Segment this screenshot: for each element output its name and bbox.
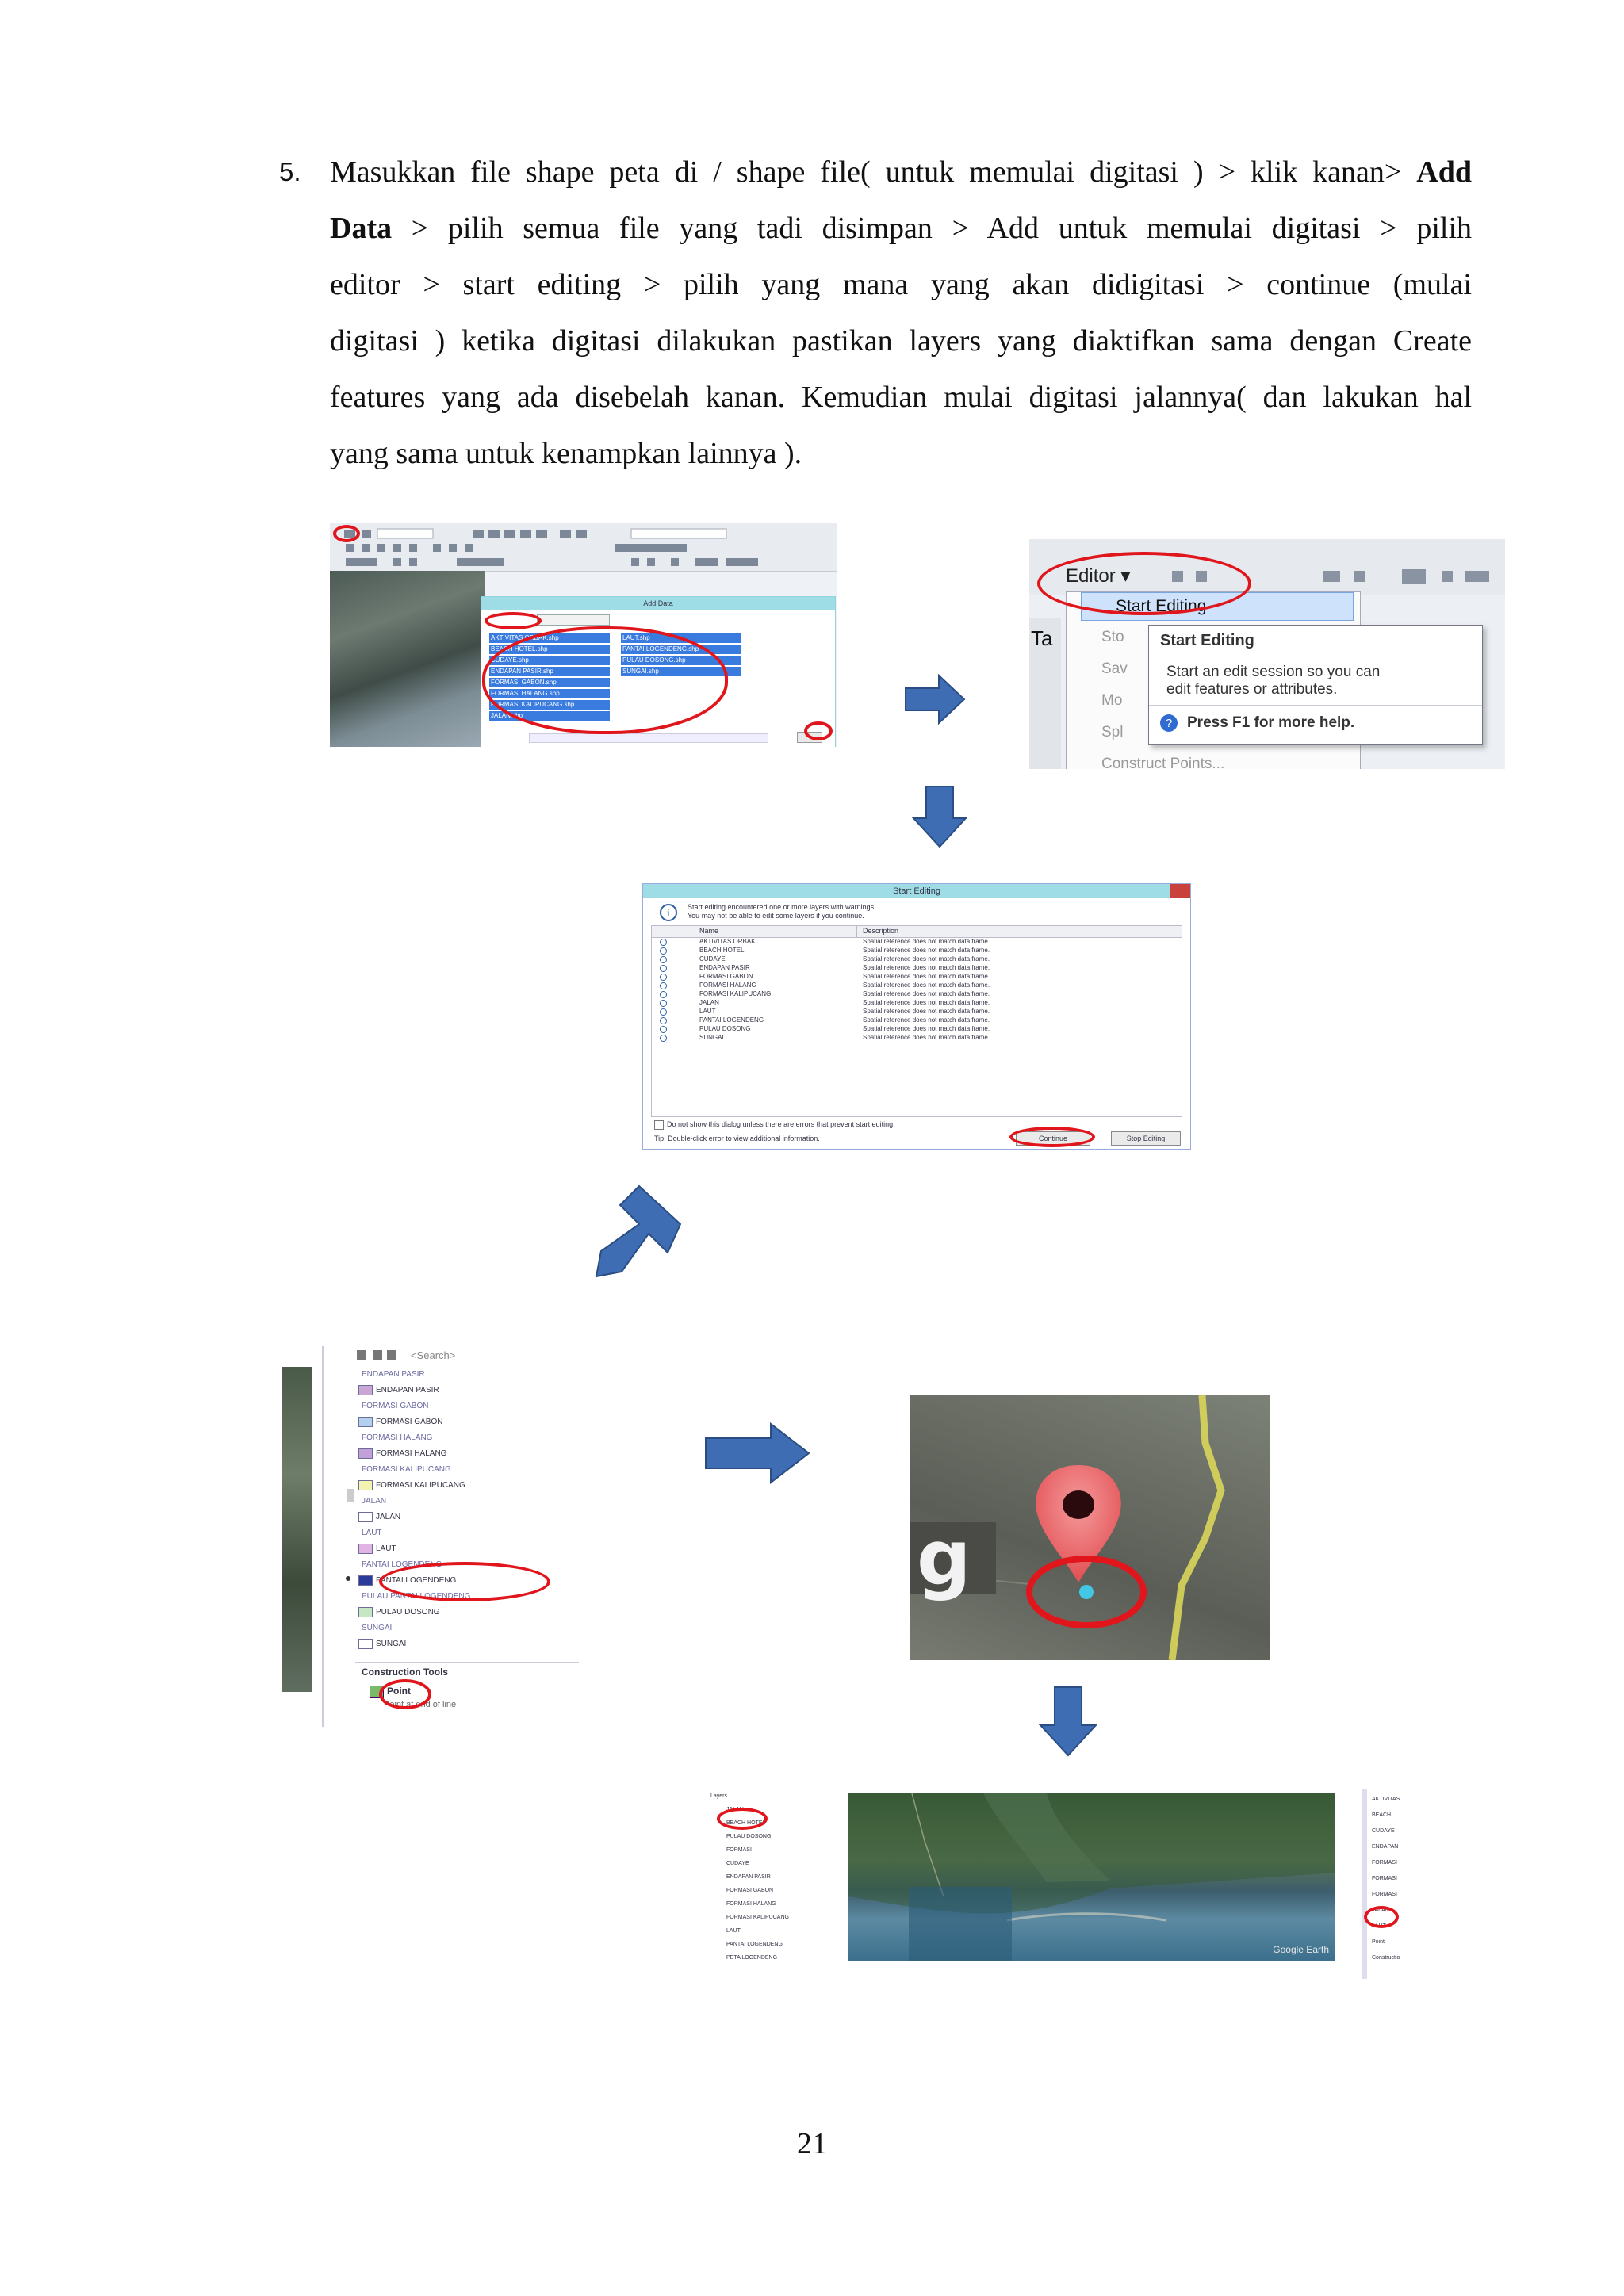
- template-group-label: SUNGAI: [362, 1624, 393, 1632]
- continue-button[interactable]: Continue: [1016, 1131, 1090, 1146]
- instruction-line: [330, 369, 1472, 426]
- toc-layer[interactable]: ENDAPAN PASIR: [726, 1874, 771, 1880]
- warning-icon: [660, 947, 667, 955]
- layer-warning: Spatial reference does not match data frame.: [863, 990, 990, 997]
- layer-name: FORMASI GABON: [699, 973, 753, 980]
- file-item[interactable]: BEACH HOTEL.shp: [489, 645, 610, 654]
- symbol-swatch: [358, 1639, 373, 1649]
- template-item-label: ENDAPAN PASIR: [376, 1386, 439, 1395]
- file-item[interactable]: PANTAI LOGENDENG.shp: [621, 645, 741, 654]
- layer-row[interactable]: [652, 938, 1182, 947]
- layer-warning: Spatial reference does not match data frame.: [863, 999, 990, 1006]
- warning-icon: [660, 1035, 667, 1042]
- template-group-label: LAUT: [362, 1529, 382, 1537]
- dialog-title: Start Editing: [643, 884, 1190, 898]
- instruction-bold: Add: [1416, 155, 1472, 189]
- layer-row[interactable]: [652, 973, 1182, 982]
- template-item-label: FORMASI GABON: [376, 1418, 443, 1426]
- toc-layer[interactable]: CUDAYE: [726, 1861, 749, 1866]
- arrow-down-left-icon: [593, 1184, 682, 1280]
- template-group-label: PANTAI LOGENDENG: [362, 1560, 442, 1569]
- file-item[interactable]: SUNGAI.shp: [621, 667, 741, 676]
- template-item[interactable]: [355, 1384, 569, 1397]
- toc-layer[interactable]: BEACH HOTEL: [726, 1820, 766, 1826]
- layer-warning: Spatial reference does not match data frame.: [863, 955, 990, 962]
- point-end-line-tool[interactable]: Point at end of line: [384, 1700, 457, 1709]
- layer-row[interactable]: [652, 964, 1182, 973]
- template-entry[interactable]: LAUT: [1372, 1923, 1386, 1929]
- editor-menu-item[interactable]: Mo: [1101, 692, 1123, 709]
- arrow-right-icon: [704, 1422, 812, 1484]
- col-description: Description: [863, 927, 899, 935]
- file-item[interactable]: FORMASI GABON.shp: [489, 678, 610, 687]
- layer-warning: Spatial reference does not match data frame.: [863, 964, 990, 971]
- layer-warning: Spatial reference does not match data frame.: [863, 1016, 990, 1024]
- symbol-swatch: [358, 1575, 373, 1586]
- template-group-label: ENDAPAN PASIR: [362, 1370, 425, 1379]
- warning-icon: [660, 965, 667, 972]
- search-input[interactable]: <Search>: [411, 1349, 456, 1361]
- panel-toolbar-icons: [355, 1346, 403, 1364]
- warning-icon: [660, 974, 667, 981]
- layer-name: SUNGAI: [699, 1034, 724, 1041]
- template-entry[interactable]: CUDAYE: [1372, 1828, 1395, 1834]
- layer-row[interactable]: [652, 947, 1182, 955]
- instruction-bold: Data: [330, 212, 393, 245]
- layer-warning: Spatial reference does not match data frame.: [863, 947, 990, 954]
- template-group-label: FORMASI KALIPUCANG: [362, 1465, 451, 1474]
- layer-name: BEACH HOTEL: [699, 947, 745, 954]
- warning-icon: [660, 1026, 667, 1033]
- warning-icon: [660, 982, 667, 989]
- instruction-text: yang sama untuk kenampkan lainnya ).: [330, 437, 802, 470]
- toc-layer[interactable]: JALAN: [726, 1807, 744, 1812]
- layer-name: FORMASI KALIPUCANG: [699, 990, 772, 997]
- symbol-swatch: [358, 1607, 373, 1617]
- template-group-label: FORMASI HALANG: [362, 1433, 433, 1442]
- template-entry[interactable]: ENDAPAN: [1372, 1844, 1399, 1850]
- tooltip: [1148, 625, 1483, 745]
- toc-layer[interactable]: PULAU DOSONG: [726, 1834, 772, 1839]
- instruction-text: Masukkan file shape peta di / shape file( untuk memulai digitasi ) > klik kanan>: [330, 155, 1417, 189]
- file-item[interactable]: LAUT.shp: [621, 633, 741, 643]
- instruction-text: features yang ada disebelah kanan. Kemudian mulai digitasi jalannya( dan lakukan hal: [330, 381, 1472, 414]
- svg-text:?: ?: [1165, 717, 1173, 730]
- start-editing-item[interactable]: Start Editing: [1116, 597, 1207, 615]
- toc-layer[interactable]: FORMASI HALANG: [726, 1901, 776, 1907]
- arrow-right-icon: [904, 674, 966, 725]
- tooltip-help: Press F1 for more help.: [1187, 714, 1355, 731]
- layer-row[interactable]: [652, 1016, 1182, 1025]
- file-item[interactable]: AKTIVITAS ORBAK.shp: [489, 633, 610, 643]
- template-item-label: JALAN: [376, 1513, 401, 1521]
- instruction-line: [330, 201, 1472, 257]
- toc-layer[interactable]: FORMASI GABON: [726, 1888, 774, 1893]
- toc-layer[interactable]: Layers: [710, 1793, 728, 1799]
- layer-row[interactable]: [652, 955, 1182, 964]
- layer-name: LAUT: [699, 1008, 716, 1015]
- screenshot-final-map: [848, 1793, 1335, 1961]
- construction-tools-header: Construction Tools: [362, 1667, 449, 1678]
- symbol-swatch: [358, 1544, 373, 1554]
- instruction-line: [330, 426, 1472, 482]
- layer-name: AKTIVITAS ORBAK: [699, 938, 756, 945]
- toc-layer[interactable]: LAUT: [726, 1928, 741, 1934]
- template-entry[interactable]: AKTIVITAS: [1372, 1797, 1400, 1802]
- table-tab: Ta: [1031, 626, 1053, 650]
- file-item[interactable]: FORMASI KALIPUCANG.shp: [489, 700, 610, 710]
- arrow-down-icon: [912, 785, 967, 848]
- template-item[interactable]: [355, 1416, 569, 1429]
- screenshot-map-marker: [910, 1395, 1270, 1660]
- symbol-swatch: [358, 1385, 373, 1395]
- toolbar-icons: [330, 523, 837, 571]
- dialog-message-2: You may not be able to edit some layers if you continue.: [688, 912, 864, 920]
- map-canvas: [910, 1395, 1270, 1660]
- instruction-paragraph: [330, 144, 1472, 482]
- layer-name: FORMASI HALANG: [699, 982, 756, 989]
- layer-row[interactable]: [652, 1008, 1182, 1016]
- info-icon: [659, 903, 678, 922]
- screenshot-final-layers: [707, 1790, 825, 1977]
- layer-name: ENDAPAN PASIR: [699, 964, 750, 971]
- tooltip-title: Start Editing: [1160, 632, 1254, 649]
- template-entry[interactable]: Constructio: [1372, 1955, 1400, 1961]
- screenshot-final-panel: [1361, 1789, 1423, 1979]
- template-item[interactable]: [355, 1543, 569, 1556]
- dialog-tip: Tip: Double-click error to view additional information.: [654, 1135, 820, 1142]
- help-icon: [1159, 713, 1179, 733]
- warning-icon: [660, 939, 667, 946]
- layer-name: PANTAI LOGENDENG: [699, 1016, 764, 1024]
- editor-dropdown[interactable]: Editor ▾: [1066, 565, 1131, 587]
- marker-letter: g: [917, 1513, 971, 1602]
- screenshot-add-data: [330, 523, 837, 747]
- template-group-label: PULAU PANTAI LOGENDENG: [362, 1592, 471, 1601]
- template-item-label: FORMASI HALANG: [376, 1449, 447, 1458]
- editor-menu-item[interactable]: Sav: [1101, 660, 1128, 677]
- template-item-label: FORMASI KALIPUCANG: [376, 1481, 465, 1490]
- template-item[interactable]: [355, 1606, 569, 1619]
- warning-icon: [660, 956, 667, 963]
- template-entry[interactable]: FORMASI: [1372, 1860, 1397, 1866]
- template-item-label: PULAU DOSONG: [376, 1608, 440, 1617]
- dialog-message-1: Start editing encountered one or more layers with warnings.: [688, 903, 876, 911]
- warning-icon: [660, 1008, 667, 1016]
- layer-warning: Spatial reference does not match data frame.: [863, 1025, 990, 1032]
- satellite-image: [330, 571, 485, 747]
- step-number: 5.: [279, 157, 301, 186]
- template-item[interactable]: [355, 1448, 569, 1460]
- toc-layer[interactable]: PANTAI LOGENDENG: [726, 1942, 783, 1947]
- template-entry[interactable]: Point: [1372, 1939, 1385, 1945]
- layer-name: CUDAYE: [699, 955, 726, 962]
- toc-layer[interactable]: FORMASI KALIPUCANG: [726, 1915, 789, 1920]
- instruction-text: digitasi ) ketika digitasi dilakukan pastikan layers yang diaktifkan sama dengan Create: [330, 324, 1472, 358]
- stop-editing-button[interactable]: Stop Editing: [1111, 1131, 1181, 1146]
- template-item-label: PANTAI LOGENDENG: [376, 1576, 457, 1585]
- dialog-checkbox-label: Do not show this dialog unless there are errors that prevent start editing.: [667, 1120, 895, 1128]
- layer-row[interactable]: [652, 999, 1182, 1008]
- template-group-label: JALAN: [362, 1497, 387, 1506]
- template-entry[interactable]: FORMASI: [1372, 1892, 1397, 1897]
- template-item[interactable]: [355, 1511, 569, 1524]
- arrow-down-icon: [1039, 1686, 1097, 1757]
- template-entry[interactable]: JALAN: [1372, 1908, 1389, 1913]
- editor-menu-item[interactable]: Spl: [1101, 724, 1124, 740]
- template-item-label: LAUT: [376, 1544, 396, 1553]
- symbol-swatch: [358, 1417, 373, 1427]
- screenshot-start-editing-dialog: [642, 883, 1191, 1150]
- symbol-swatch: [358, 1480, 373, 1490]
- screenshot-editor-menu: [1029, 539, 1505, 769]
- layer-row[interactable]: [652, 982, 1182, 990]
- warning-icon: [660, 1017, 667, 1024]
- instruction-text: > pilih semua file yang tadi disimpan > Add untuk memulai digitasi > pilih: [392, 212, 1472, 245]
- instruction-line: [330, 313, 1472, 369]
- instruction-line: [330, 257, 1472, 313]
- layer-warning: Spatial reference does not match data frame.: [863, 973, 990, 980]
- layer-warning: Spatial reference does not match data frame.: [863, 982, 990, 989]
- file-item[interactable]: ENDAPAN PASIR.shp: [489, 667, 610, 676]
- file-item[interactable]: PULAU DOSONG.shp: [621, 656, 741, 665]
- layer-warning: Spatial reference does not match data frame.: [863, 938, 990, 945]
- instruction-line: [330, 144, 1472, 201]
- layer-row[interactable]: [652, 1025, 1182, 1034]
- template-entry[interactable]: BEACH: [1372, 1812, 1392, 1818]
- warning-icon: [660, 1000, 667, 1007]
- page-number: 21: [797, 2127, 827, 2160]
- point-tool[interactable]: Point: [387, 1686, 411, 1697]
- window-title: Add Data: [481, 597, 835, 610]
- symbol-swatch: [358, 1512, 373, 1522]
- layer-warning: Spatial reference does not match data frame.: [863, 1008, 990, 1015]
- editor-menu-item[interactable]: Construct Points...: [1101, 756, 1225, 769]
- layer-name: PULAU DOSONG: [699, 1025, 751, 1032]
- layer-warning: Spatial reference does not match data frame.: [863, 1034, 990, 1041]
- template-entry[interactable]: FORMASI: [1372, 1876, 1397, 1881]
- tooltip-body-line1: Start an edit session so you can: [1166, 664, 1381, 680]
- map-credit: Google Earth: [1273, 1944, 1329, 1955]
- template-item[interactable]: [355, 1638, 569, 1651]
- screenshot-create-features: [282, 1346, 579, 1727]
- instruction-text: editor > start editing > pilih yang mana yang akan didigitasi > continue (mulai: [330, 268, 1472, 301]
- col-name: Name: [699, 927, 719, 935]
- template-group-label: FORMASI GABON: [362, 1402, 429, 1410]
- layer-row[interactable]: [652, 990, 1182, 999]
- template-item-label: SUNGAI: [376, 1640, 407, 1648]
- file-item[interactable]: CUDAYE.shp: [489, 656, 610, 665]
- template-item[interactable]: [355, 1479, 569, 1492]
- tooltip-body-line2: edit features or attributes.: [1166, 681, 1338, 698]
- warning-icon: [660, 991, 667, 998]
- layer-name: JALAN: [699, 999, 719, 1006]
- toc-layer[interactable]: FORMASI: [726, 1847, 752, 1853]
- editor-menu-item[interactable]: Sto: [1101, 629, 1124, 645]
- file-item[interactable]: JALAN.shp: [489, 711, 610, 721]
- toc-layer[interactable]: PETA LOGENDENG: [726, 1955, 778, 1961]
- svg-text:i: i: [667, 908, 670, 920]
- layer-row[interactable]: [652, 1034, 1182, 1043]
- file-item[interactable]: FORMASI HALANG.shp: [489, 689, 610, 698]
- final-map-canvas: [848, 1793, 1335, 1961]
- symbol-swatch: [358, 1448, 373, 1459]
